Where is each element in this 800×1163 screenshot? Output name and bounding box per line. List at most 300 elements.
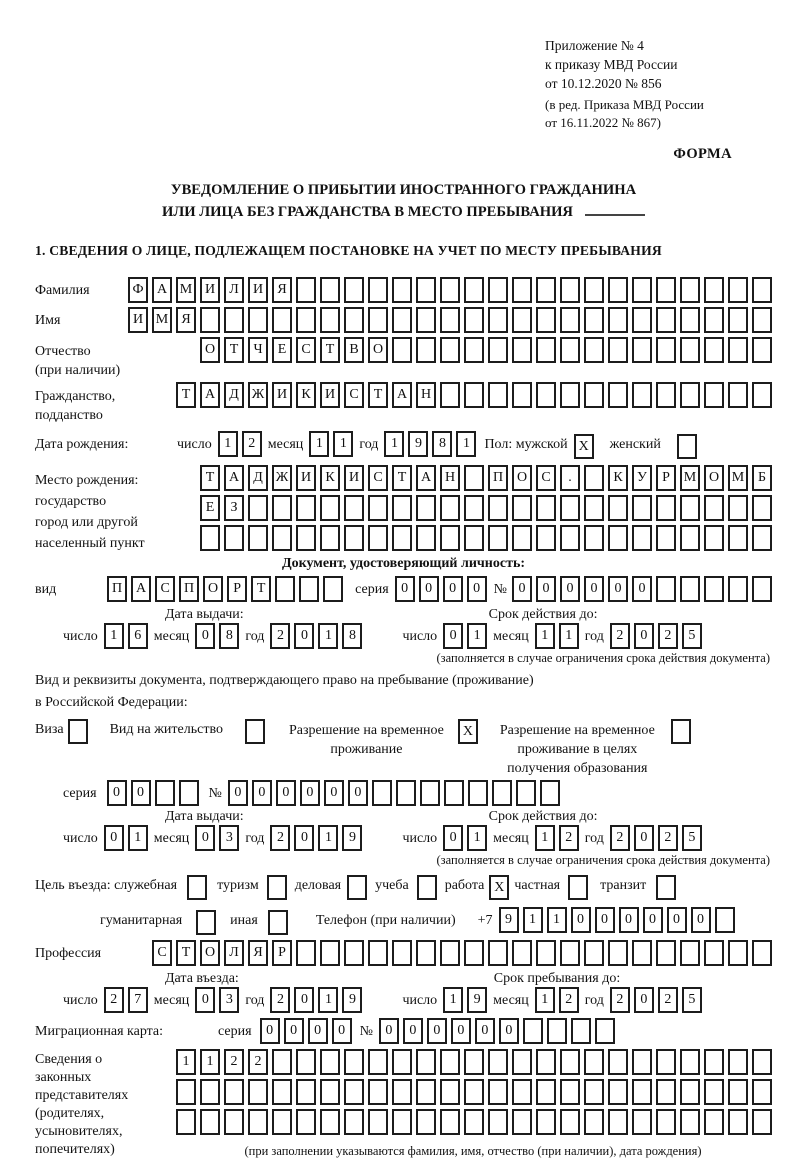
char-cell[interactable] (368, 307, 388, 333)
char-cell[interactable] (608, 277, 628, 303)
char-cell[interactable] (608, 1109, 628, 1135)
purpose-private-checkbox[interactable] (568, 875, 588, 900)
char-cell[interactable]: 0 (228, 780, 248, 806)
char-cell[interactable] (392, 1049, 412, 1075)
char-cell[interactable] (416, 495, 436, 521)
char-cell[interactable]: Т (200, 465, 220, 491)
char-cell[interactable]: 1 (443, 987, 463, 1013)
char-cell[interactable]: Р (227, 576, 247, 602)
char-cell[interactable] (584, 495, 604, 521)
char-cell[interactable] (536, 1109, 556, 1135)
char-cell[interactable] (536, 940, 556, 966)
char-cell[interactable] (632, 1049, 652, 1075)
char-cell[interactable]: 2 (658, 987, 678, 1013)
char-cell[interactable] (728, 337, 748, 363)
char-cell[interactable] (536, 337, 556, 363)
char-cell[interactable]: Т (224, 337, 244, 363)
char-cell[interactable] (608, 307, 628, 333)
char-cell[interactable] (444, 780, 464, 806)
char-cell[interactable] (372, 780, 392, 806)
char-cell[interactable] (680, 495, 700, 521)
purpose-transit-checkbox[interactable] (656, 875, 676, 900)
char-cell[interactable] (296, 495, 316, 521)
char-cell[interactable] (560, 1079, 580, 1105)
char-cell[interactable]: 0 (467, 576, 487, 602)
char-cell[interactable] (248, 307, 268, 333)
char-cell[interactable] (656, 337, 676, 363)
purpose-study-checkbox[interactable] (417, 875, 437, 900)
char-cell[interactable] (512, 1049, 532, 1075)
char-cell[interactable]: 8 (432, 431, 452, 457)
char-cell[interactable] (728, 1079, 748, 1105)
char-cell[interactable] (536, 525, 556, 551)
char-cell[interactable] (584, 382, 604, 408)
char-cell[interactable]: 2 (224, 1049, 244, 1075)
char-cell[interactable] (464, 277, 484, 303)
char-cell[interactable]: 0 (276, 780, 296, 806)
char-cell[interactable] (704, 382, 724, 408)
char-cell[interactable] (392, 525, 412, 551)
char-cell[interactable] (656, 307, 676, 333)
char-cell[interactable]: И (248, 277, 268, 303)
char-cell[interactable] (728, 1049, 748, 1075)
char-cell[interactable] (320, 1049, 340, 1075)
char-cell[interactable] (728, 277, 748, 303)
char-cell[interactable] (275, 576, 295, 602)
char-cell[interactable]: 0 (195, 623, 215, 649)
char-cell[interactable] (584, 337, 604, 363)
char-cell[interactable] (320, 1109, 340, 1135)
char-cell[interactable]: 0 (443, 825, 463, 851)
char-cell[interactable] (752, 277, 772, 303)
char-cell[interactable]: 8 (342, 623, 362, 649)
char-cell[interactable] (416, 277, 436, 303)
char-cell[interactable] (344, 1079, 364, 1105)
char-cell[interactable] (320, 525, 340, 551)
char-cell[interactable]: 0 (294, 825, 314, 851)
purpose-work-checkbox[interactable]: X (489, 875, 509, 900)
char-cell[interactable]: А (224, 465, 244, 491)
char-cell[interactable] (296, 1109, 316, 1135)
char-cell[interactable] (296, 940, 316, 966)
char-cell[interactable] (584, 940, 604, 966)
char-cell[interactable]: Е (200, 495, 220, 521)
char-cell[interactable] (440, 940, 460, 966)
char-cell[interactable] (272, 495, 292, 521)
char-cell[interactable] (512, 382, 532, 408)
char-cell[interactable] (272, 1109, 292, 1135)
char-cell[interactable] (392, 495, 412, 521)
char-cell[interactable] (272, 525, 292, 551)
char-cell[interactable]: И (344, 465, 364, 491)
char-cell[interactable] (179, 780, 199, 806)
char-cell[interactable] (512, 277, 532, 303)
char-cell[interactable]: 0 (643, 907, 663, 933)
char-cell[interactable]: Я (272, 277, 292, 303)
char-cell[interactable] (536, 307, 556, 333)
char-cell[interactable]: Т (368, 382, 388, 408)
char-cell[interactable] (704, 525, 724, 551)
char-cell[interactable]: Л (224, 277, 244, 303)
char-cell[interactable]: З (224, 495, 244, 521)
char-cell[interactable]: 5 (682, 987, 702, 1013)
rvp-checkbox[interactable]: X (458, 719, 478, 744)
char-cell[interactable]: 0 (300, 780, 320, 806)
char-cell[interactable] (320, 277, 340, 303)
char-cell[interactable]: 9 (467, 987, 487, 1013)
char-cell[interactable]: Т (392, 465, 412, 491)
char-cell[interactable]: И (296, 465, 316, 491)
char-cell[interactable]: 9 (342, 987, 362, 1013)
char-cell[interactable]: Т (320, 337, 340, 363)
char-cell[interactable]: 9 (342, 825, 362, 851)
char-cell[interactable]: 9 (499, 907, 519, 933)
char-cell[interactable] (392, 940, 412, 966)
char-cell[interactable] (296, 277, 316, 303)
char-cell[interactable] (464, 525, 484, 551)
char-cell[interactable] (512, 307, 532, 333)
visa-checkbox[interactable] (68, 719, 88, 744)
char-cell[interactable]: Л (224, 940, 244, 966)
char-cell[interactable]: М (728, 465, 748, 491)
char-cell[interactable] (523, 1018, 543, 1044)
char-cell[interactable] (680, 1109, 700, 1135)
char-cell[interactable] (608, 337, 628, 363)
char-cell[interactable] (752, 495, 772, 521)
char-cell[interactable] (155, 780, 175, 806)
char-cell[interactable] (344, 1049, 364, 1075)
char-cell[interactable]: 0 (419, 576, 439, 602)
char-cell[interactable] (704, 940, 724, 966)
char-cell[interactable]: . (560, 465, 580, 491)
char-cell[interactable] (416, 1049, 436, 1075)
char-cell[interactable] (584, 1079, 604, 1105)
char-cell[interactable] (728, 1109, 748, 1135)
purpose-official-checkbox[interactable] (187, 875, 207, 900)
char-cell[interactable]: 1 (384, 431, 404, 457)
char-cell[interactable]: К (320, 465, 340, 491)
char-cell[interactable] (728, 525, 748, 551)
char-cell[interactable] (488, 495, 508, 521)
char-cell[interactable] (752, 1079, 772, 1105)
char-cell[interactable] (392, 337, 412, 363)
char-cell[interactable] (296, 307, 316, 333)
char-cell[interactable]: 2 (610, 987, 630, 1013)
char-cell[interactable] (344, 1109, 364, 1135)
char-cell[interactable]: 0 (379, 1018, 399, 1044)
char-cell[interactable] (512, 525, 532, 551)
char-cell[interactable] (440, 337, 460, 363)
char-cell[interactable] (320, 1079, 340, 1105)
char-cell[interactable]: 2 (610, 825, 630, 851)
char-cell[interactable] (560, 337, 580, 363)
char-cell[interactable] (656, 576, 676, 602)
char-cell[interactable] (416, 1079, 436, 1105)
char-cell[interactable] (704, 1079, 724, 1105)
char-cell[interactable] (488, 307, 508, 333)
char-cell[interactable] (368, 525, 388, 551)
char-cell[interactable] (632, 1109, 652, 1135)
char-cell[interactable] (464, 307, 484, 333)
char-cell[interactable]: 0 (332, 1018, 352, 1044)
char-cell[interactable]: 1 (104, 623, 124, 649)
char-cell[interactable] (200, 1079, 220, 1105)
char-cell[interactable] (272, 1079, 292, 1105)
char-cell[interactable] (608, 382, 628, 408)
char-cell[interactable] (560, 1049, 580, 1075)
char-cell[interactable]: 0 (348, 780, 368, 806)
char-cell[interactable] (512, 1109, 532, 1135)
char-cell[interactable]: С (536, 465, 556, 491)
sex-male-checkbox[interactable]: X (574, 434, 594, 459)
char-cell[interactable]: Ж (248, 382, 268, 408)
char-cell[interactable] (608, 495, 628, 521)
char-cell[interactable] (344, 307, 364, 333)
char-cell[interactable]: 0 (634, 623, 654, 649)
char-cell[interactable] (728, 307, 748, 333)
char-cell[interactable] (656, 1079, 676, 1105)
char-cell[interactable]: Д (224, 382, 244, 408)
char-cell[interactable]: 1 (467, 623, 487, 649)
char-cell[interactable]: 0 (195, 987, 215, 1013)
char-cell[interactable] (464, 382, 484, 408)
char-cell[interactable]: 2 (104, 987, 124, 1013)
char-cell[interactable] (200, 307, 220, 333)
char-cell[interactable] (704, 337, 724, 363)
char-cell[interactable] (468, 780, 488, 806)
purpose-other-checkbox[interactable] (268, 910, 288, 935)
char-cell[interactable] (656, 495, 676, 521)
char-cell[interactable]: Я (248, 940, 268, 966)
char-cell[interactable] (560, 940, 580, 966)
char-cell[interactable] (416, 940, 436, 966)
char-cell[interactable] (536, 1079, 556, 1105)
char-cell[interactable] (392, 1079, 412, 1105)
char-cell[interactable]: 0 (260, 1018, 280, 1044)
char-cell[interactable]: 1 (467, 825, 487, 851)
char-cell[interactable]: 1 (547, 907, 567, 933)
char-cell[interactable]: А (200, 382, 220, 408)
char-cell[interactable] (752, 940, 772, 966)
char-cell[interactable]: О (512, 465, 532, 491)
char-cell[interactable]: 2 (658, 825, 678, 851)
char-cell[interactable] (752, 307, 772, 333)
purpose-business-checkbox[interactable] (347, 875, 367, 900)
char-cell[interactable] (248, 1109, 268, 1135)
char-cell[interactable]: 0 (632, 576, 652, 602)
char-cell[interactable] (752, 576, 772, 602)
char-cell[interactable] (488, 277, 508, 303)
sex-female-checkbox[interactable] (677, 434, 697, 459)
char-cell[interactable]: 1 (128, 825, 148, 851)
char-cell[interactable] (704, 576, 724, 602)
char-cell[interactable] (728, 495, 748, 521)
char-cell[interactable]: И (320, 382, 340, 408)
char-cell[interactable]: И (272, 382, 292, 408)
char-cell[interactable] (632, 337, 652, 363)
char-cell[interactable] (752, 382, 772, 408)
char-cell[interactable]: П (488, 465, 508, 491)
char-cell[interactable]: 2 (610, 623, 630, 649)
char-cell[interactable]: О (200, 940, 220, 966)
char-cell[interactable] (392, 1109, 412, 1135)
char-cell[interactable]: А (416, 465, 436, 491)
char-cell[interactable] (584, 307, 604, 333)
char-cell[interactable]: 0 (107, 780, 127, 806)
char-cell[interactable] (752, 1109, 772, 1135)
char-cell[interactable] (344, 277, 364, 303)
char-cell[interactable] (224, 307, 244, 333)
char-cell[interactable] (680, 1049, 700, 1075)
char-cell[interactable]: А (392, 382, 412, 408)
char-cell[interactable] (632, 495, 652, 521)
char-cell[interactable] (656, 525, 676, 551)
char-cell[interactable]: 0 (634, 825, 654, 851)
char-cell[interactable]: 0 (324, 780, 344, 806)
char-cell[interactable]: 2 (559, 987, 579, 1013)
char-cell[interactable]: 0 (499, 1018, 519, 1044)
char-cell[interactable] (632, 382, 652, 408)
char-cell[interactable] (464, 337, 484, 363)
char-cell[interactable] (248, 1079, 268, 1105)
char-cell[interactable]: Р (272, 940, 292, 966)
char-cell[interactable] (488, 940, 508, 966)
char-cell[interactable] (416, 307, 436, 333)
char-cell[interactable] (396, 780, 416, 806)
char-cell[interactable] (320, 495, 340, 521)
purpose-humanitarian-checkbox[interactable] (196, 910, 216, 935)
char-cell[interactable] (296, 525, 316, 551)
char-cell[interactable]: 0 (584, 576, 604, 602)
char-cell[interactable]: 0 (451, 1018, 471, 1044)
char-cell[interactable]: 0 (294, 623, 314, 649)
char-cell[interactable] (200, 1109, 220, 1135)
char-cell[interactable] (560, 277, 580, 303)
char-cell[interactable] (344, 940, 364, 966)
char-cell[interactable] (392, 277, 412, 303)
char-cell[interactable] (224, 525, 244, 551)
char-cell[interactable]: Я (176, 307, 196, 333)
char-cell[interactable]: 2 (658, 623, 678, 649)
char-cell[interactable]: Н (416, 382, 436, 408)
char-cell[interactable] (560, 525, 580, 551)
char-cell[interactable]: Ч (248, 337, 268, 363)
char-cell[interactable]: 1 (318, 987, 338, 1013)
char-cell[interactable] (680, 576, 700, 602)
char-cell[interactable] (680, 525, 700, 551)
char-cell[interactable]: 0 (104, 825, 124, 851)
char-cell[interactable] (632, 307, 652, 333)
char-cell[interactable]: 3 (219, 825, 239, 851)
char-cell[interactable]: 1 (456, 431, 476, 457)
char-cell[interactable] (224, 1079, 244, 1105)
char-cell[interactable]: 6 (128, 623, 148, 649)
char-cell[interactable] (464, 465, 484, 491)
char-cell[interactable] (656, 382, 676, 408)
char-cell[interactable] (368, 277, 388, 303)
char-cell[interactable] (584, 465, 604, 491)
purpose-tourism-checkbox[interactable] (267, 875, 287, 900)
char-cell[interactable]: Е (272, 337, 292, 363)
char-cell[interactable]: 1 (535, 825, 555, 851)
char-cell[interactable] (704, 277, 724, 303)
char-cell[interactable] (680, 1079, 700, 1105)
char-cell[interactable] (608, 940, 628, 966)
char-cell[interactable] (608, 1079, 628, 1105)
char-cell[interactable]: 1 (535, 987, 555, 1013)
char-cell[interactable]: С (296, 337, 316, 363)
char-cell[interactable] (728, 940, 748, 966)
char-cell[interactable] (752, 337, 772, 363)
char-cell[interactable] (488, 1049, 508, 1075)
char-cell[interactable] (512, 940, 532, 966)
char-cell[interactable]: 0 (284, 1018, 304, 1044)
char-cell[interactable]: И (200, 277, 220, 303)
char-cell[interactable] (344, 495, 364, 521)
char-cell[interactable]: Т (176, 382, 196, 408)
char-cell[interactable] (200, 525, 220, 551)
char-cell[interactable] (536, 495, 556, 521)
char-cell[interactable] (440, 307, 460, 333)
char-cell[interactable] (272, 307, 292, 333)
char-cell[interactable]: О (200, 337, 220, 363)
char-cell[interactable] (704, 495, 724, 521)
char-cell[interactable] (584, 1049, 604, 1075)
char-cell[interactable] (464, 940, 484, 966)
char-cell[interactable] (440, 1049, 460, 1075)
char-cell[interactable] (632, 940, 652, 966)
char-cell[interactable]: 1 (523, 907, 543, 933)
char-cell[interactable] (584, 525, 604, 551)
char-cell[interactable] (440, 525, 460, 551)
char-cell[interactable]: 0 (536, 576, 556, 602)
char-cell[interactable] (536, 277, 556, 303)
char-cell[interactable]: К (296, 382, 316, 408)
char-cell[interactable]: В (344, 337, 364, 363)
char-cell[interactable] (704, 1109, 724, 1135)
char-cell[interactable] (547, 1018, 567, 1044)
char-cell[interactable]: 2 (270, 623, 290, 649)
char-cell[interactable]: 1 (200, 1049, 220, 1075)
char-cell[interactable] (440, 495, 460, 521)
char-cell[interactable] (560, 307, 580, 333)
char-cell[interactable] (368, 1049, 388, 1075)
char-cell[interactable] (752, 525, 772, 551)
char-cell[interactable] (320, 307, 340, 333)
char-cell[interactable] (512, 495, 532, 521)
char-cell[interactable] (632, 1079, 652, 1105)
char-cell[interactable] (728, 576, 748, 602)
char-cell[interactable]: С (152, 940, 172, 966)
char-cell[interactable]: 0 (595, 907, 615, 933)
char-cell[interactable] (368, 940, 388, 966)
char-cell[interactable]: 0 (427, 1018, 447, 1044)
char-cell[interactable] (680, 277, 700, 303)
char-cell[interactable]: Б (752, 465, 772, 491)
char-cell[interactable] (516, 780, 536, 806)
char-cell[interactable] (560, 382, 580, 408)
char-cell[interactable]: А (152, 277, 172, 303)
char-cell[interactable]: 0 (691, 907, 711, 933)
char-cell[interactable]: 1 (309, 431, 329, 457)
char-cell[interactable] (488, 1079, 508, 1105)
char-cell[interactable] (492, 780, 512, 806)
char-cell[interactable]: Р (656, 465, 676, 491)
char-cell[interactable]: 5 (682, 623, 702, 649)
char-cell[interactable] (440, 1079, 460, 1105)
char-cell[interactable] (440, 1109, 460, 1135)
char-cell[interactable] (584, 1109, 604, 1135)
